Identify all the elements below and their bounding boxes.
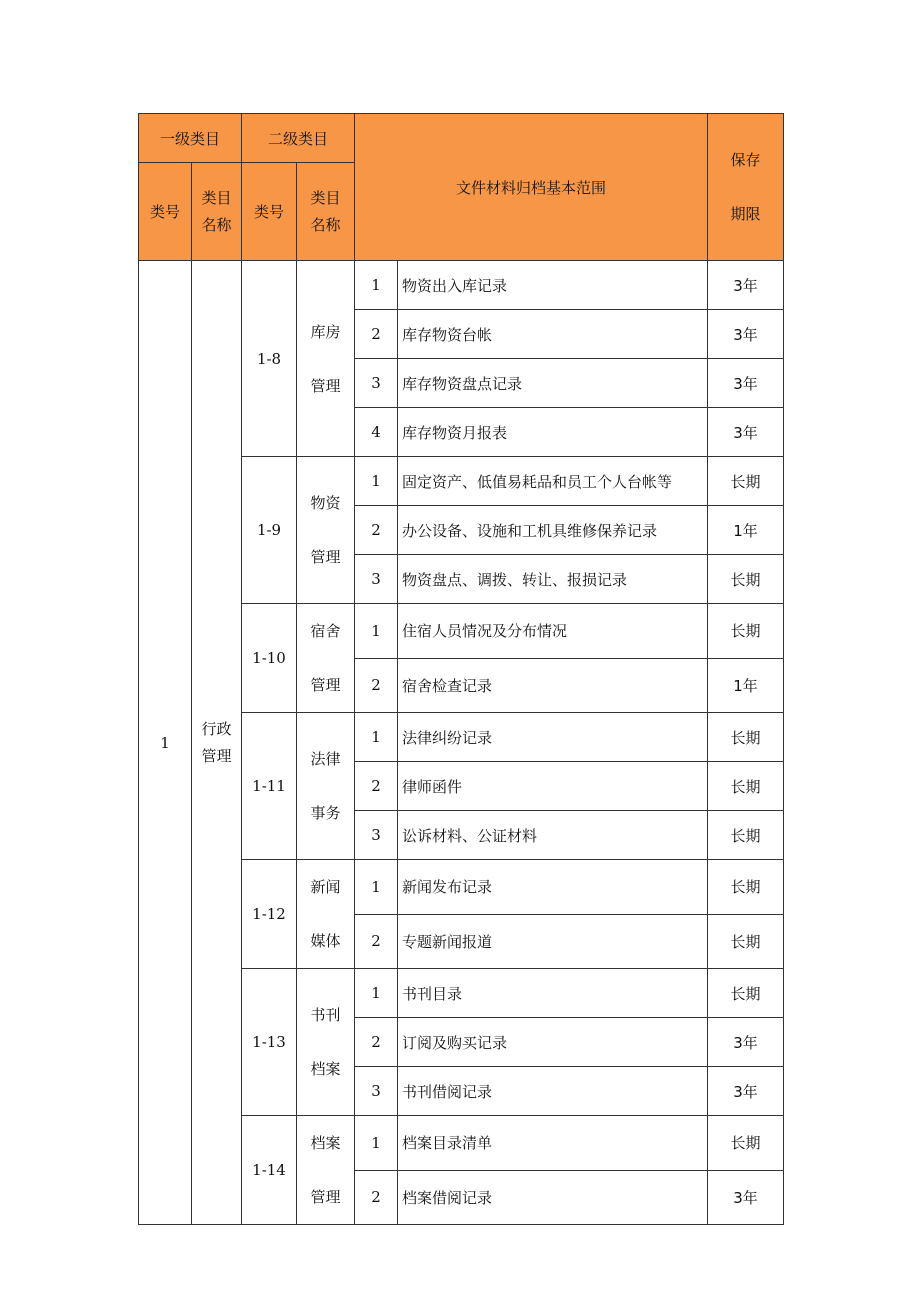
- retention-period: 长期: [708, 555, 784, 604]
- retention-period: 3年: [708, 310, 784, 359]
- item-description: 档案目录清单: [398, 1116, 708, 1171]
- level1-code: 1: [139, 261, 192, 1225]
- level2-name-line2: 管理: [310, 1188, 341, 1206]
- level1-name-header-line2: 名称: [201, 215, 232, 234]
- level2-name-line1: 物资: [310, 494, 341, 512]
- retention-period: 3年: [708, 1170, 784, 1225]
- item-description: 书刊借阅记录: [398, 1067, 708, 1116]
- item-number: 2: [355, 1170, 398, 1225]
- item-number: 4: [355, 408, 398, 457]
- level2-name-line1: 宿舍: [310, 622, 341, 640]
- retention-period: 1年: [708, 506, 784, 555]
- item-description: 库存物资台帐: [398, 310, 708, 359]
- item-description: 法律纠纷记录: [398, 713, 708, 762]
- level2-code: 1-9: [242, 457, 297, 604]
- level2-name-line1: 档案: [310, 1134, 341, 1152]
- header-row-1: [139, 114, 784, 163]
- level1-name-header-line1: 类目: [201, 188, 232, 207]
- item-number: 3: [355, 1067, 398, 1116]
- level2-name-line2: 管理: [310, 548, 341, 566]
- level2-name-line1: 书刊: [310, 1006, 341, 1024]
- retention-period: 长期: [708, 457, 784, 506]
- item-number: 3: [355, 555, 398, 604]
- level2-code: 1-8: [242, 261, 297, 457]
- item-number: 3: [355, 811, 398, 860]
- level2-name: [297, 261, 355, 457]
- level2-code: 1-14: [242, 1116, 297, 1225]
- item-description: 住宿人员情况及分布情况: [398, 604, 708, 659]
- item-number: 1: [355, 1116, 398, 1171]
- level2-name-header-line1: 类目: [310, 188, 341, 207]
- item-number: 2: [355, 658, 398, 713]
- level1-name-line1: 行政: [201, 719, 232, 738]
- level2-name: [297, 1116, 355, 1225]
- level1-name-line2: 管理: [201, 746, 232, 765]
- level2-name-line1: 法律: [310, 750, 341, 768]
- retention-period: 3年: [708, 1067, 784, 1116]
- level2-code: 1-12: [242, 860, 297, 969]
- retention-period: 长期: [708, 604, 784, 659]
- item-number: 2: [355, 1018, 398, 1067]
- item-number: 1: [355, 457, 398, 506]
- level2-name-line1: 库房: [310, 322, 341, 341]
- retention-period: 长期: [708, 1116, 784, 1171]
- item-description: 订阅及购买记录: [398, 1018, 708, 1067]
- level2-name-line1: 新闻: [310, 878, 341, 896]
- retention-period: 3年: [708, 1018, 784, 1067]
- level2-code-header: 类号: [242, 163, 297, 261]
- item-description: 宿舍检查记录: [398, 658, 708, 713]
- level2-header: 二级类目: [242, 114, 355, 163]
- level2-name-line2: 档案: [310, 1060, 341, 1078]
- level2-code: 1-11: [242, 713, 297, 860]
- item-number: 2: [355, 914, 398, 969]
- table-row: [139, 261, 784, 310]
- item-description: 物资盘点、调拨、转让、报损记录: [398, 555, 708, 604]
- retention-period: 3年: [708, 359, 784, 408]
- table-body: [139, 261, 784, 1225]
- level1-code-header: 类号: [139, 163, 192, 261]
- item-number: 1: [355, 604, 398, 659]
- item-number: 1: [355, 713, 398, 762]
- level2-name-line2: 媒体: [310, 932, 341, 950]
- item-number: 1: [355, 969, 398, 1018]
- level2-name: [297, 604, 355, 713]
- retention-period: 长期: [708, 860, 784, 915]
- item-number: 2: [355, 310, 398, 359]
- item-number: 2: [355, 506, 398, 555]
- item-number: 3: [355, 359, 398, 408]
- retention-period: 1年: [708, 658, 784, 713]
- level2-code: 1-10: [242, 604, 297, 713]
- retention-period: 3年: [708, 408, 784, 457]
- retention-header-line2: 期限: [730, 205, 761, 223]
- level2-name-header: [297, 163, 355, 261]
- item-description: 档案借阅记录: [398, 1170, 708, 1225]
- item-number: 1: [355, 860, 398, 915]
- level2-name-line2: 事务: [310, 804, 341, 822]
- item-description: 专题新闻报道: [398, 914, 708, 969]
- level1-name-header: [192, 163, 242, 261]
- level1-header: 一级类目: [139, 114, 242, 163]
- level2-name: [297, 713, 355, 860]
- retention-period: 长期: [708, 914, 784, 969]
- item-number: 2: [355, 762, 398, 811]
- item-description: 物资出入库记录: [398, 261, 708, 310]
- retention-header: [708, 114, 784, 261]
- retention-period: 长期: [708, 811, 784, 860]
- item-description: 书刊目录: [398, 969, 708, 1018]
- level2-name-header-line2: 名称: [310, 215, 341, 234]
- scope-header: 文件材料归档基本范围: [355, 114, 708, 261]
- item-description: 新闻发布记录: [398, 860, 708, 915]
- level2-code: 1-13: [242, 969, 297, 1116]
- item-description: 固定资产、低值易耗品和员工个人台帐等: [398, 457, 708, 506]
- level2-name: [297, 860, 355, 969]
- level2-name-line2: 管理: [310, 676, 341, 694]
- retention-period: 长期: [708, 969, 784, 1018]
- item-description: 库存物资盘点记录: [398, 359, 708, 408]
- level1-name: [192, 261, 242, 1225]
- level2-name-line2: 管理: [310, 376, 341, 395]
- item-number: 1: [355, 261, 398, 310]
- level2-name: [297, 457, 355, 604]
- retention-period: 3年: [708, 261, 784, 310]
- level2-name: [297, 969, 355, 1116]
- item-description: 律师函件: [398, 762, 708, 811]
- item-description: 库存物资月报表: [398, 408, 708, 457]
- retention-period: 长期: [708, 713, 784, 762]
- retention-period: 长期: [708, 762, 784, 811]
- item-description: 讼诉材料、公证材料: [398, 811, 708, 860]
- archive-scope-table: [138, 113, 784, 1225]
- item-description: 办公设备、设施和工机具维修保养记录: [398, 506, 708, 555]
- retention-header-line1: 保存: [730, 151, 761, 169]
